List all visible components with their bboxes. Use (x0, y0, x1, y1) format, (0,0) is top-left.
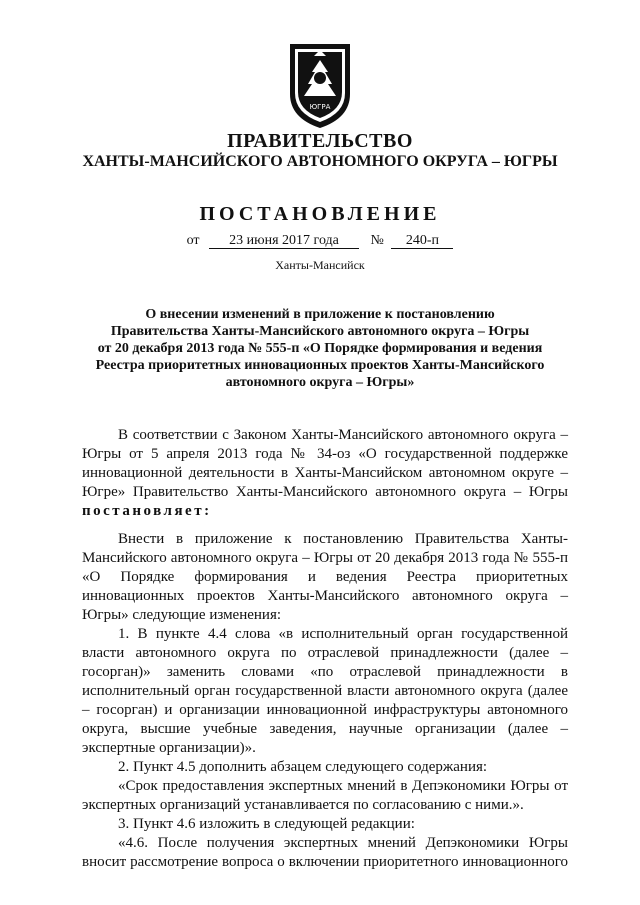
title-line: О внесении изменений в приложение к постановлению (145, 307, 495, 322)
resolves-word: постановляет: (82, 503, 212, 519)
document-number: 240-п (391, 233, 453, 249)
date-number-line (0, 233, 640, 249)
title-line: Правительства Ханты-Мансийского автономного округа – Югры (110, 324, 530, 339)
number-prefix: № (370, 233, 384, 248)
preamble-text: В соответствии с Законом Ханты-Мансийского автономного округа – Югры от 5 апреля 2013 года № 34-оз «О государственной поддержке инновационной деятельности в Ханты-Мансийском автономном округе – Югре» Правительство Ханты-Мансийского автономного округа – Югры (82, 427, 568, 500)
preamble (82, 426, 568, 521)
emblem-text: ЮГРА (309, 103, 331, 111)
title-line: от 20 декабря 2013 года № 555-п «О Порядке формирования и ведения (97, 341, 543, 356)
title-line: автономного округа – Югры» (225, 375, 415, 390)
document-title (90, 306, 550, 391)
intro-paragraph: Внести в приложение к постановлению Правительства Ханты-Мансийского автономного округа – Югры от 20 декабря 2013 года № 555-п «О Порядке формирования и ведения Реестра приоритетных инновационных проектов Ханты-Мансийского автономного округа – Югры» следующие изменения: (82, 531, 568, 623)
document-type: ПОСТАНОВЛЕНИЕ (199, 203, 441, 225)
item-3-quote: «4.6. После получения экспертных мнений Депэкономики Югры вносит рассмотрение вопроса о включении приоритетного инновационного (82, 835, 568, 870)
item-2-paragraph: 2. Пункт 4.5 дополнить абзацем следующего содержания: (118, 759, 488, 775)
government-title: ПРАВИТЕЛЬСТВО (227, 130, 413, 152)
document-date: 23 июня 2017 года (209, 233, 359, 249)
date-prefix: от (186, 233, 200, 248)
coat-of-arms-emblem (284, 38, 356, 130)
city: Ханты-Мансийск (275, 258, 365, 272)
item-2-quote: «Срок предоставления экспертных мнений в Депэкономики Югры от экспертных организаций устанавливается по согласованию с ними.». (82, 778, 568, 813)
main-text (82, 530, 568, 872)
item-1-paragraph: 1. В пункте 4.4 слова «в исполнительный орган государственной власти автономного округа по отраслевой принадлежности (далее – госорган)» заменить словами «по отраслевой принадлежности в исполнительный орган государственной власти автономного округа (далее – госорган) и организации инновационной инфраструктуры автономного округа, высшие учебные заведения, научные организации (далее – экспертные организации)». (82, 626, 568, 756)
government-region: ХАНТЫ-МАНСИЙСКОГО АВТОНОМНОГО ОКРУГА – ЮГРЫ (82, 153, 558, 170)
item-3-paragraph: 3. Пункт 4.6 изложить в следующей редакции: (118, 816, 415, 832)
title-line: Реестра приоритетных инновационных проектов Ханты-Мансийского (95, 358, 545, 373)
